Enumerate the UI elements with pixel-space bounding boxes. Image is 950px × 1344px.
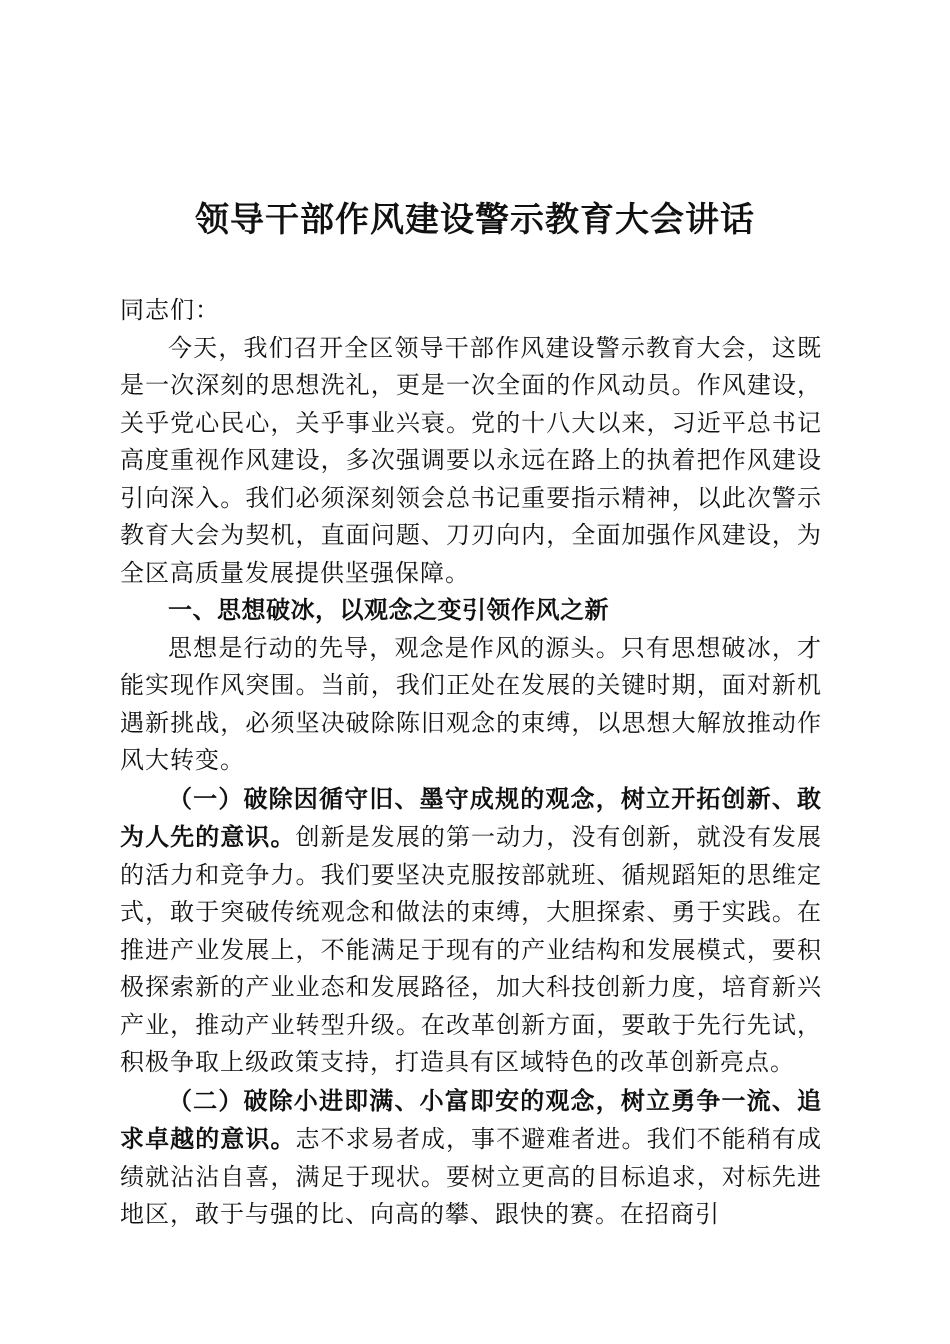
document-title: 领导干部作风建设警示教育大会讲话: [195, 200, 755, 240]
section-1-paragraph: 思想是行动的先导，观念是作风的源头。只有思想破冰，才能实现作风突围。当前，我们正处在发展的关键时期，面对新机遇新挑战，必须坚决破除陈旧观念的束缚，以思想大解放推动作风大转变。: [120, 633, 822, 774]
salutation: 同志们：: [120, 296, 220, 324]
intro-paragraph: 今天，我们召开全区领导干部作风建设警示教育大会，这既是一次深刻的思想洗礼，更是一次全面的作风动员。作风建设，关乎党心民心，关乎事业兴衰。党的十八大以来，习近平总书记高度重视作风建设，多次强调要以永远在路上的执着把作风建设引向深入。我们必须深刻领会总书记重要指示精神，以此次警示教育大会为契机，直面问题、刀刃向内，全面加强作风建设，为全区高质量发展提供坚强保障。: [120, 333, 822, 587]
subsection-2-text: 志不求易者成，事不避难者进。我们不能稍有成绩就沾沾自喜，满足于现状。要树立更高的目标追求，对标先进地区，敢于与强的比、向高的攀、跟快的赛。在招商引: [120, 1125, 823, 1228]
subsection-1-lead: （一）破除因循守旧、墨守成规的观念，树立开拓创新、敢为人先的意识。: [120, 783, 822, 851]
subsection-2-paragraph: [120, 1082, 822, 1234]
subsection-1-text: 创新是发展的第一动力，没有创新，就没有发展的活力和竞争力。我们要坚决克服按部就班、循规蹈矩的思维定式，敢于突破传统观念和做法的束缚，大胆探索、勇于实践。在推进产业发展上，不能满足于现有的产业结构和发展模式，要积极探索新的产业业态和发展路径，加大科技创新力度，培育新兴产业，推动产业转型升级。在改革创新方面，要敢于先行先试，积极争取上级政策支持，打造具有区域特色的改革创新亮点。: [120, 823, 823, 1076]
subsection-2-lead: （二）破除小进即满、小富即安的观念，树立勇争一流、追求卓越的意识。: [120, 1085, 822, 1153]
document-body: [120, 292, 822, 1234]
section-1-heading: 一、思想破冰，以观念之变引领作风之新: [168, 596, 609, 624]
subsection-1-paragraph: [120, 780, 822, 1082]
